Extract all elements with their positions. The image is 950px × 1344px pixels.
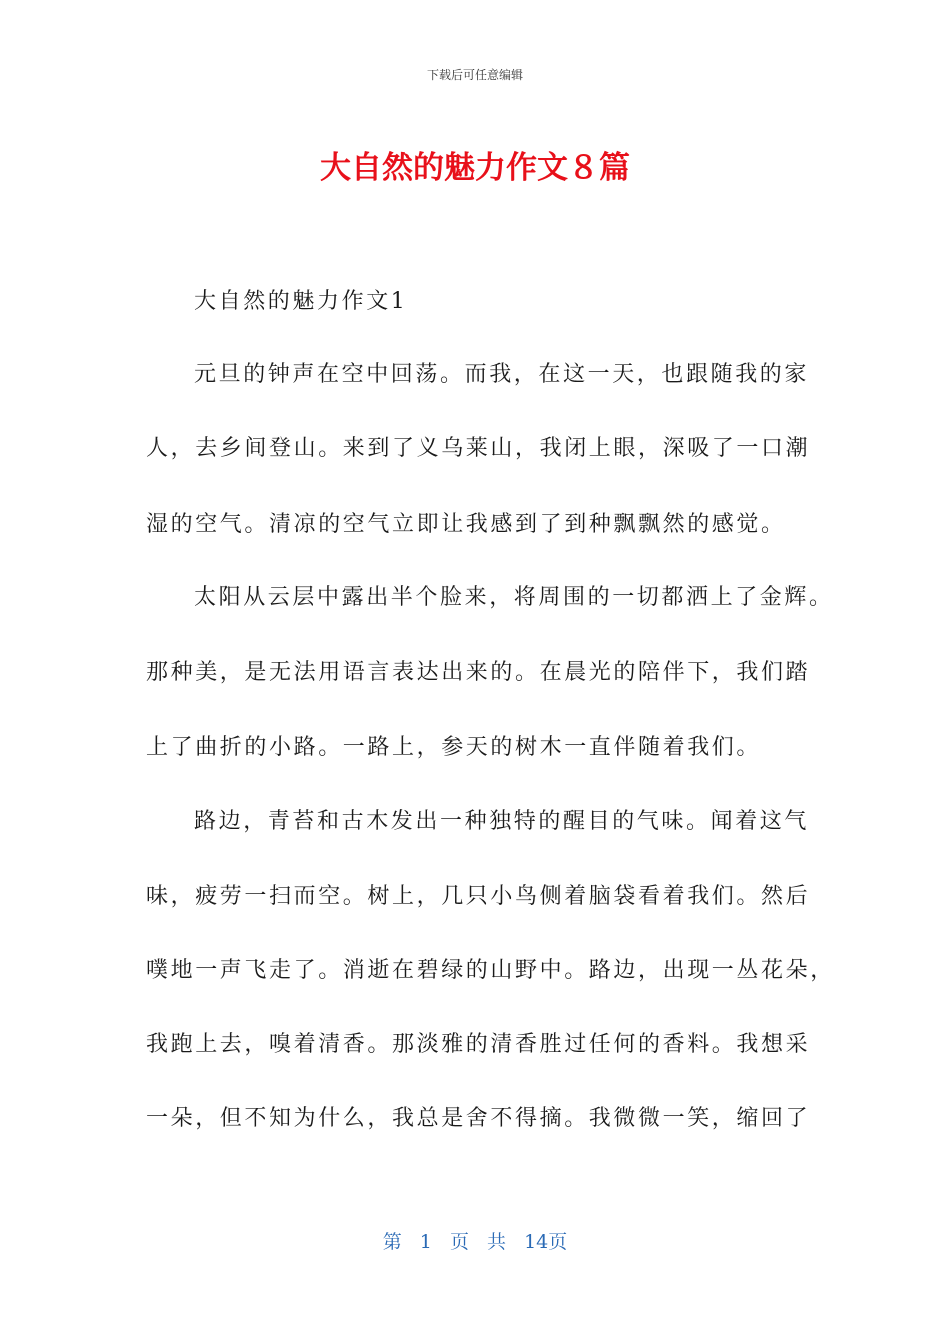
footer-prefix: 第 <box>382 1231 402 1253</box>
footer-page-number: 1 <box>419 1231 432 1253</box>
document-title: 大自然的魅力作文８篇 <box>320 150 630 186</box>
paragraph-line: 上了曲折的小路。一路上，参天的树木一直伴随着我们。 <box>146 735 762 760</box>
paragraph-line: 太阳从云层中露出半个脸来，将周围的一切都洒上了金辉。 <box>194 585 834 610</box>
paragraph-line: 元旦的钟声在空中回荡。而我，在这一天，也跟随我的家 <box>194 362 810 387</box>
paragraph-line: 味，疲劳一扫而空。树上，几只小鸟侧着脑袋看着我们。然后 <box>146 884 811 909</box>
paragraph-line: 一朵，但不知为什么，我总是舍不得摘。我微微一笑，缩回了 <box>146 1106 811 1131</box>
footer-total-prefix: 共 <box>487 1231 507 1253</box>
paragraph-line: 湿的空气。清凉的空气立即让我感到了到种飘飘然的感觉。 <box>146 512 786 537</box>
paragraph-line: 那种美，是无法用语言表达出来的。在晨光的陪伴下，我们踏 <box>146 660 811 685</box>
paragraph-line: 我跑上去，嗅着清香。那淡雅的清香胜过任何的香料。我想采 <box>146 1032 811 1057</box>
section-heading: 大自然的魅力作文1 <box>194 289 408 314</box>
paragraph-line: 人，去乡间登山。来到了义乌莱山，我闭上眼，深吸了一口潮 <box>146 436 811 461</box>
page-footer <box>0 1227 950 1254</box>
footer-total: 14页 <box>524 1231 568 1253</box>
paragraph-line: 路边，青苔和古木发出一种独特的醒目的气味。闻着这气 <box>194 809 810 834</box>
footer-mid: 页 <box>449 1231 469 1253</box>
paragraph-line: 噗地一声飞走了。消逝在碧绿的山野中。路边，出现一丛花朵， <box>146 958 835 983</box>
header-note: 下载后可任意编辑 <box>426 68 523 82</box>
